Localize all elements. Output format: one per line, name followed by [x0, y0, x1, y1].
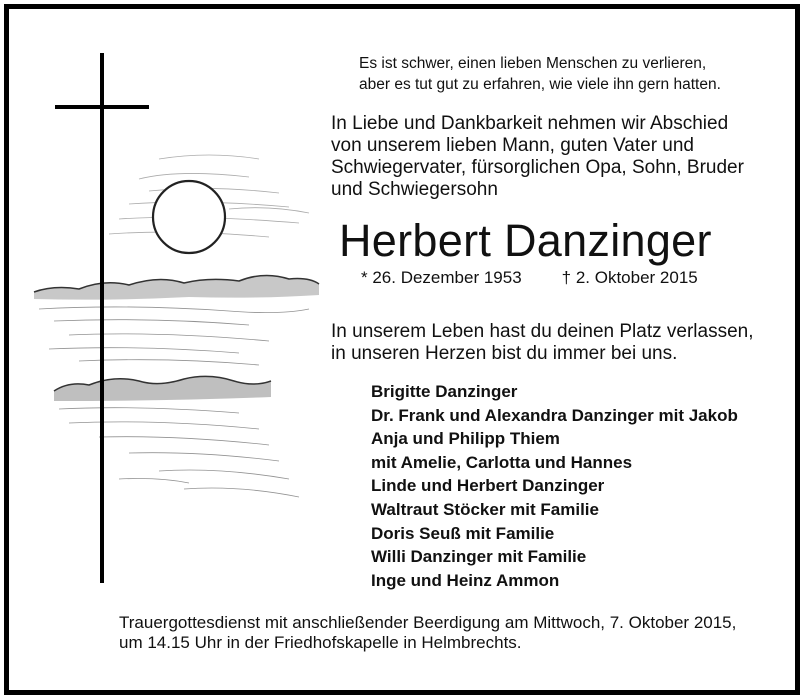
intro-line: und Schwiegersohn	[331, 179, 498, 200]
opening-quote	[359, 53, 779, 95]
quote-line: aber es tut gut zu erfahren, wie viele ihn gern hatten.	[359, 76, 721, 93]
service-details	[119, 613, 736, 653]
mourner-entry: Anja und Philipp Thiem	[371, 429, 560, 449]
mourner-entry: Brigitte Danzinger	[371, 382, 518, 401]
obituary-frame	[4, 4, 800, 695]
mourners-list	[371, 380, 738, 592]
deceased-name: Herbert Danzinger	[339, 215, 712, 266]
intro-line: Schwiegervater, fürsorglichen Opa, Sohn, Bruder	[331, 157, 744, 178]
mourner-entry: Dr. Frank und Alexandra Danzinger mit Jakob	[371, 405, 738, 425]
mourner-entry: Willi Danzinger mit Familie	[371, 547, 587, 567]
death-date: † 2. Oktober 2015	[561, 268, 698, 287]
moon-landscape-drawing	[9, 9, 389, 609]
intro-line: In Liebe und Dankbarkeit nehmen wir Abschied	[331, 113, 729, 134]
life-dates	[361, 268, 698, 288]
birth-date: * 26. Dezember 1953	[361, 268, 522, 287]
mourner-entry: Linde und Herbert Danzinger	[371, 476, 605, 496]
verse-line: in unseren Herzen bist du immer bei uns.	[331, 343, 678, 364]
intro-line: von unserem lieben Mann, guten Vater und	[331, 135, 694, 156]
mourner-entry: Waltraut Stöcker mit Familie	[371, 499, 599, 519]
service-line: Trauergottesdienst mit anschließender Beerdigung am Mittwoch, 7. Oktober 2015,	[119, 613, 737, 632]
mourner-entry: Doris Seuß mit Familie	[371, 523, 555, 543]
verse-line: In unserem Leben hast du deinen Platz verlassen,	[331, 321, 754, 342]
mourner-entry: mit Amelie, Carlotta und Hannes	[371, 452, 633, 472]
cross-icon	[55, 53, 149, 583]
farewell-intro	[331, 113, 791, 201]
service-line: um 14.15 Uhr in der Friedhofskapelle in Helmbrechts.	[119, 633, 522, 652]
mourner-entry: Inge und Heinz Ammon	[371, 570, 560, 590]
moon-icon	[153, 181, 225, 253]
verse	[331, 321, 754, 365]
quote-line: Es ist schwer, einen lieben Menschen zu verlieren,	[359, 55, 707, 72]
